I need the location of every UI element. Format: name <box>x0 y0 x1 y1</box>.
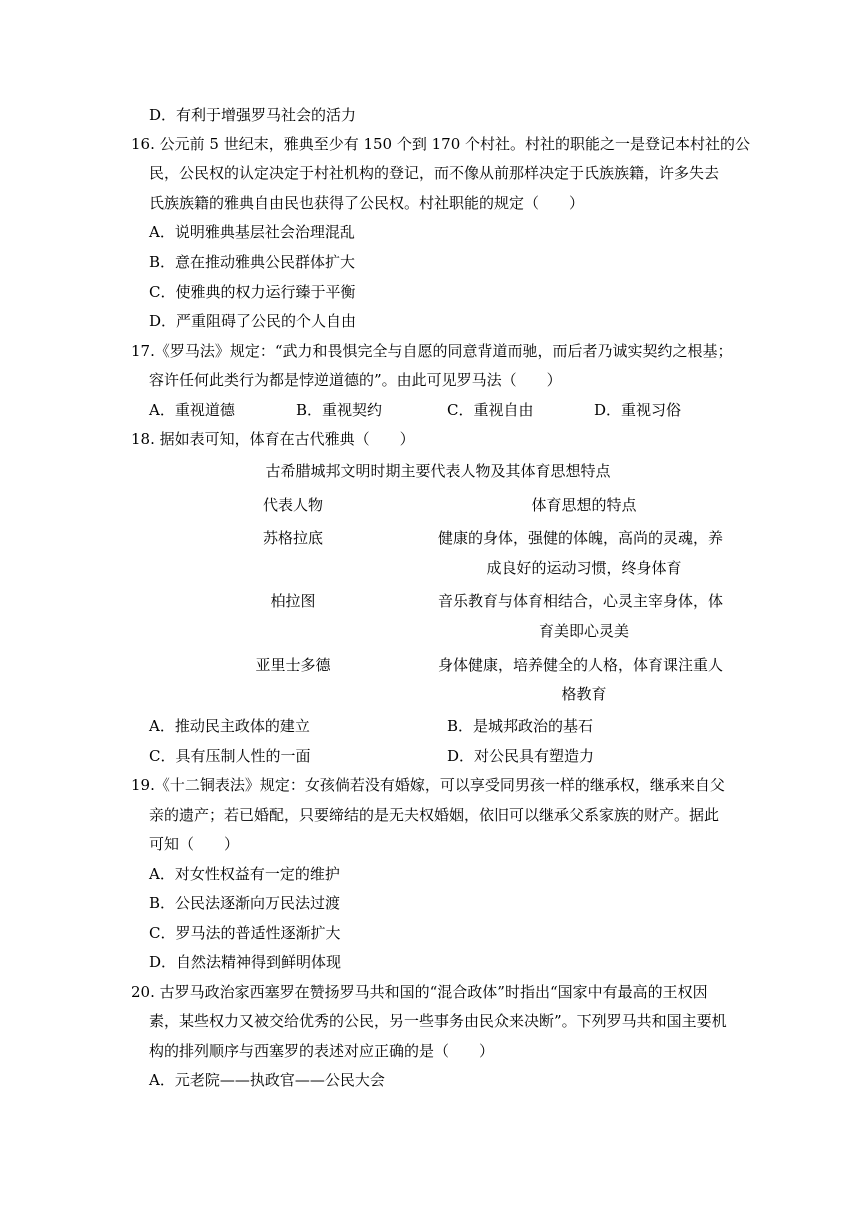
q20-stem-line-2: 素，某些权力又被交给优秀的公民，另一些事务由民众来决断”。下列罗马共和国主要机 <box>149 1012 727 1030</box>
q16-option-a[interactable]: A．说明雅典基层社会治理混乱 <box>149 223 355 241</box>
table-cell-features-line-2: 格教育 <box>561 685 607 703</box>
q17-option-c[interactable]: C．重视自由 <box>447 401 534 419</box>
q19-option-c[interactable]: C．罗马法的普适性逐渐扩大 <box>149 924 341 942</box>
q20-stem-line-1: 20. 古罗马政治家西塞罗在赞扬罗马共和国的“混合政体”时指出“国家中有最高的王权因 <box>131 983 708 1001</box>
table-cell-features-line-1: 健康的身体，强健的体魄，高尚的灵魂，养 <box>438 529 724 547</box>
q18-option-b[interactable]: B．是城邦政治的基石 <box>447 717 594 735</box>
table-title: 古希腊城邦文明时期主要代表人物及其体育思想特点 <box>265 462 611 480</box>
table-header-features: 体育思想的特点 <box>531 496 637 514</box>
q18-option-d[interactable]: D．对公民具有塑造力 <box>447 747 595 765</box>
table-cell-features-line-2: 育美即心灵美 <box>538 622 629 640</box>
q19-option-b[interactable]: B．公民法逐渐向万民法过渡 <box>149 894 341 912</box>
q19-stem-line-3: 可知（ ） <box>149 835 240 853</box>
q15-option-d[interactable]: D．有利于增强罗马社会的活力 <box>149 106 357 124</box>
q19-stem-line-1: 19.《十二铜表法》规定：女孩倘若没有婚嫁，可以享受同男孩一样的继承权，继承来自父 <box>131 776 725 794</box>
q20-option-a[interactable]: A．元老院——执政官——公民大会 <box>149 1071 385 1089</box>
q17-stem-line-1: 17.《罗马法》规定：“武力和畏惧完全与自愿的同意背道而驰，而后者乃诚实契约之根基； <box>131 342 733 360</box>
q17-option-d[interactable]: D．重视习俗 <box>594 401 682 419</box>
q18-option-c[interactable]: C．具有压制人性的一面 <box>149 747 311 765</box>
table-cell-features-line-1: 身体健康，培养健全的人格，体育课注重人 <box>438 656 724 674</box>
q20-stem-line-3: 构的排列顺序与西塞罗的表述对应正确的是（ ） <box>149 1042 495 1060</box>
q18-stem: 18. 据如表可知，体育在古代雅典（ ） <box>131 430 415 448</box>
q18-option-a[interactable]: A．推动民主政体的建立 <box>149 717 310 735</box>
q16-stem-line-3: 氏族族籍的雅典自由民也获得了公民权。村社职能的规定（ ） <box>149 194 585 212</box>
q19-option-d[interactable]: D．自然法精神得到鲜明体现 <box>149 953 342 971</box>
q17-stem-line-2: 容许任何此类行为都是悖逆道德的”。由此可见罗马法（ ） <box>149 371 562 389</box>
q16-option-b[interactable]: B．意在推动雅典公民群体扩大 <box>149 253 356 271</box>
q17-option-b[interactable]: B．重视契约 <box>296 401 383 419</box>
table-header-name: 代表人物 <box>262 496 323 514</box>
q16-option-d[interactable]: D．严重阻碍了公民的个人自由 <box>149 312 357 330</box>
table-cell-name: 苏格拉底 <box>262 529 323 547</box>
q16-stem-line-1: 16. 公元前 5 世纪末，雅典至少有 150 个到 170 个村社。村社的职能之一是登记本村社的公 <box>131 135 751 153</box>
q19-option-a[interactable]: A．对女性权益有一定的维护 <box>149 865 340 883</box>
table-cell-features-line-2: 成良好的运动习惯，终身体育 <box>486 559 682 577</box>
q16-option-c[interactable]: C．使雅典的权力运行臻于平衡 <box>149 283 356 301</box>
table-cell-features-line-1: 音乐教育与体育相结合，心灵主宰身体，体 <box>438 592 724 610</box>
q19-stem-line-2: 亲的遗产；若已婚配，只要缔结的是无夫权婚姻，依旧可以继承父系家族的财产。据此 <box>149 806 720 824</box>
q16-stem-line-2: 民，公民权的认定决定于村社机构的登记，而不像从前那样决定于氏族族籍，许多失去 <box>149 164 720 182</box>
table-cell-name: 柏拉图 <box>270 592 316 610</box>
table-cell-name: 亚里士多德 <box>255 656 331 674</box>
q17-option-a[interactable]: A．重视道德 <box>149 401 235 419</box>
